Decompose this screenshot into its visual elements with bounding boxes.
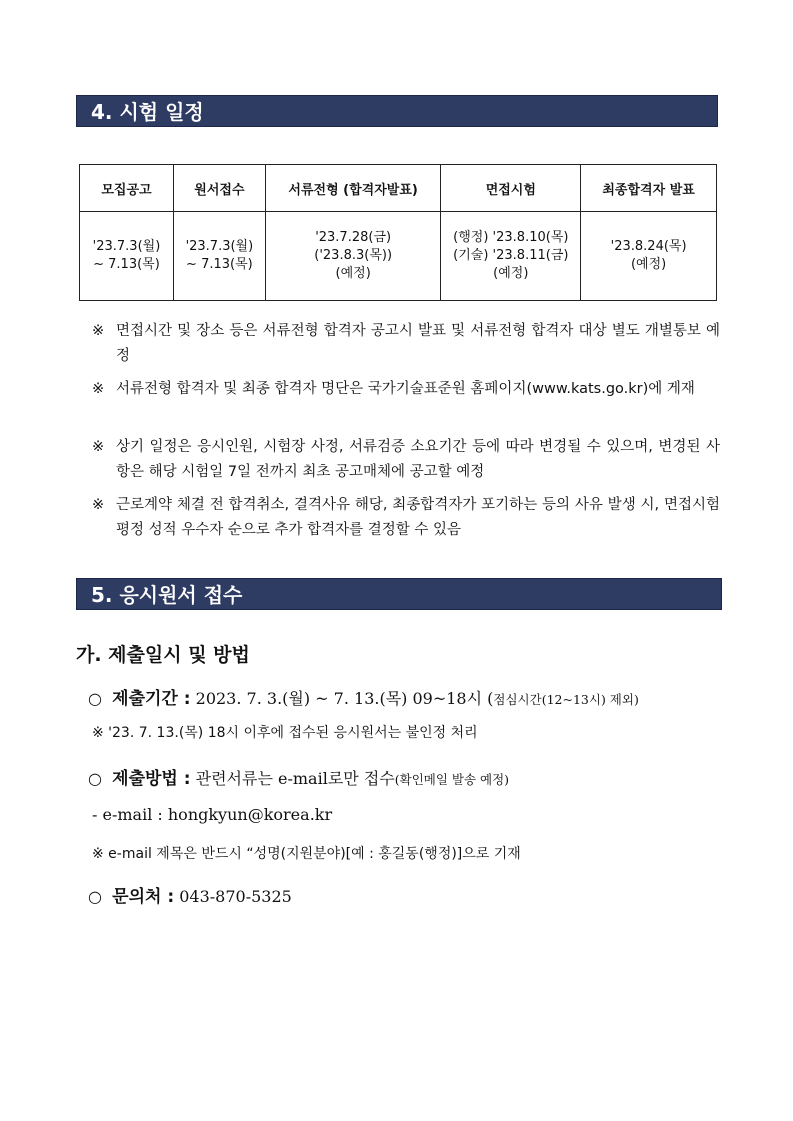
schedule-table xyxy=(79,164,717,301)
note-text: 면접시간 및 장소 등은 서류전형 합격자 공고시 발표 및 서류전형 합격자 대상 별도 개별통보 예정 xyxy=(116,323,720,364)
table-cell xyxy=(173,212,265,301)
cell-line: ('23.8.3(목)) xyxy=(314,248,393,263)
cell-line: (예정) xyxy=(493,266,529,281)
contact-value: 043-870-5325 xyxy=(179,887,292,906)
table-header-row xyxy=(80,165,717,212)
table-header-cell: 면접시험 xyxy=(441,165,581,212)
method-extra: (확인메일 발송 예정) xyxy=(394,772,510,787)
contact xyxy=(88,882,292,907)
submission-period xyxy=(88,684,639,709)
table-header-cell: 원서접수 xyxy=(173,165,265,212)
cell-line: (기술) '23.8.11(금) xyxy=(453,248,569,263)
cell-line: (예정) xyxy=(630,257,667,272)
note-text: 서류전형 합격자 및 최종 합격자 명단은 국가기술표준원 홈페이지(www.kats.go.kr)에 게재 xyxy=(116,381,695,397)
cell-line: ~ 7.13(목) xyxy=(186,257,253,272)
section-5-title: 5. 응시원서 접수 xyxy=(76,578,722,610)
bullet: ○ xyxy=(88,887,102,906)
cell-line: '23.7.28(금) xyxy=(315,230,392,245)
note-item xyxy=(92,319,720,369)
note-mark: ※ xyxy=(92,439,105,455)
note-item xyxy=(92,493,720,543)
submission-method xyxy=(88,764,509,789)
cell-line: '23.7.3(월) xyxy=(185,239,254,254)
bullet: ○ xyxy=(88,689,102,708)
table-header-cell: 서류전형 (합격자발표) xyxy=(265,165,441,212)
cell-line: (행정) '23.8.10(목) xyxy=(453,230,569,245)
method-label: 제출방법 : xyxy=(112,769,191,789)
table-header-cell: 최종합격자 발표 xyxy=(581,165,717,212)
table-header-cell: 모집공고 xyxy=(80,165,174,212)
note-item xyxy=(92,435,720,485)
note-text: 근로계약 체결 전 합격취소, 결격사유 해당, 최종합격자가 포기하는 등의 사유 발생 시, 면접시험 평정 성적 우수자 순으로 추가 합격자를 결정할 수 있음 xyxy=(116,497,720,538)
period-note: ※ '23. 7. 13.(목) 18시 이후에 접수된 응시원서는 불인정 처리 xyxy=(92,725,478,741)
period-value: 2023. 7. 3.(월) ~ 7. 13.(목) 09~18시 ( xyxy=(195,689,494,708)
cell-line: '23.8.24(목) xyxy=(610,239,687,254)
bullet: ○ xyxy=(88,769,102,788)
note-mark: ※ xyxy=(92,323,105,339)
contact-label: 문의처 : xyxy=(112,887,175,907)
subsection-title: 가. 제출일시 및 방법 xyxy=(76,644,250,666)
table-cell xyxy=(581,212,717,301)
table-row xyxy=(80,212,717,301)
section-4-title: 4. 시험 일정 xyxy=(76,95,718,127)
note-mark: ※ xyxy=(92,497,105,513)
table-cell xyxy=(265,212,441,301)
note-item xyxy=(92,377,720,402)
cell-line: '23.7.3(월) xyxy=(92,239,161,254)
email-note: ※ e-mail 제목은 반드시 “성명(지원분야)[예 : 홍길동(행정)]으로 기재 xyxy=(92,846,521,862)
table-cell xyxy=(80,212,174,301)
table-cell xyxy=(441,212,581,301)
note-text: 상기 일정은 응시인원, 시험장 사정, 서류검증 소요기간 등에 따라 변경될 수 있으며, 변경된 사항은 해당 시험일 7일 전까지 최초 공고매체에 공고할 예정 xyxy=(116,439,720,480)
cell-line: (예정) xyxy=(335,266,371,281)
note-mark: ※ xyxy=(92,381,105,397)
method-value: 관련서류는 e-mail로만 접수 xyxy=(195,769,395,788)
cell-line: ~ 7.13(목) xyxy=(93,257,160,272)
period-extra: 점심시간(12~13시) 제외) xyxy=(493,692,639,707)
period-label: 제출기간 : xyxy=(112,689,191,709)
email-line: - e-mail : hongkyun@korea.kr xyxy=(92,805,333,824)
